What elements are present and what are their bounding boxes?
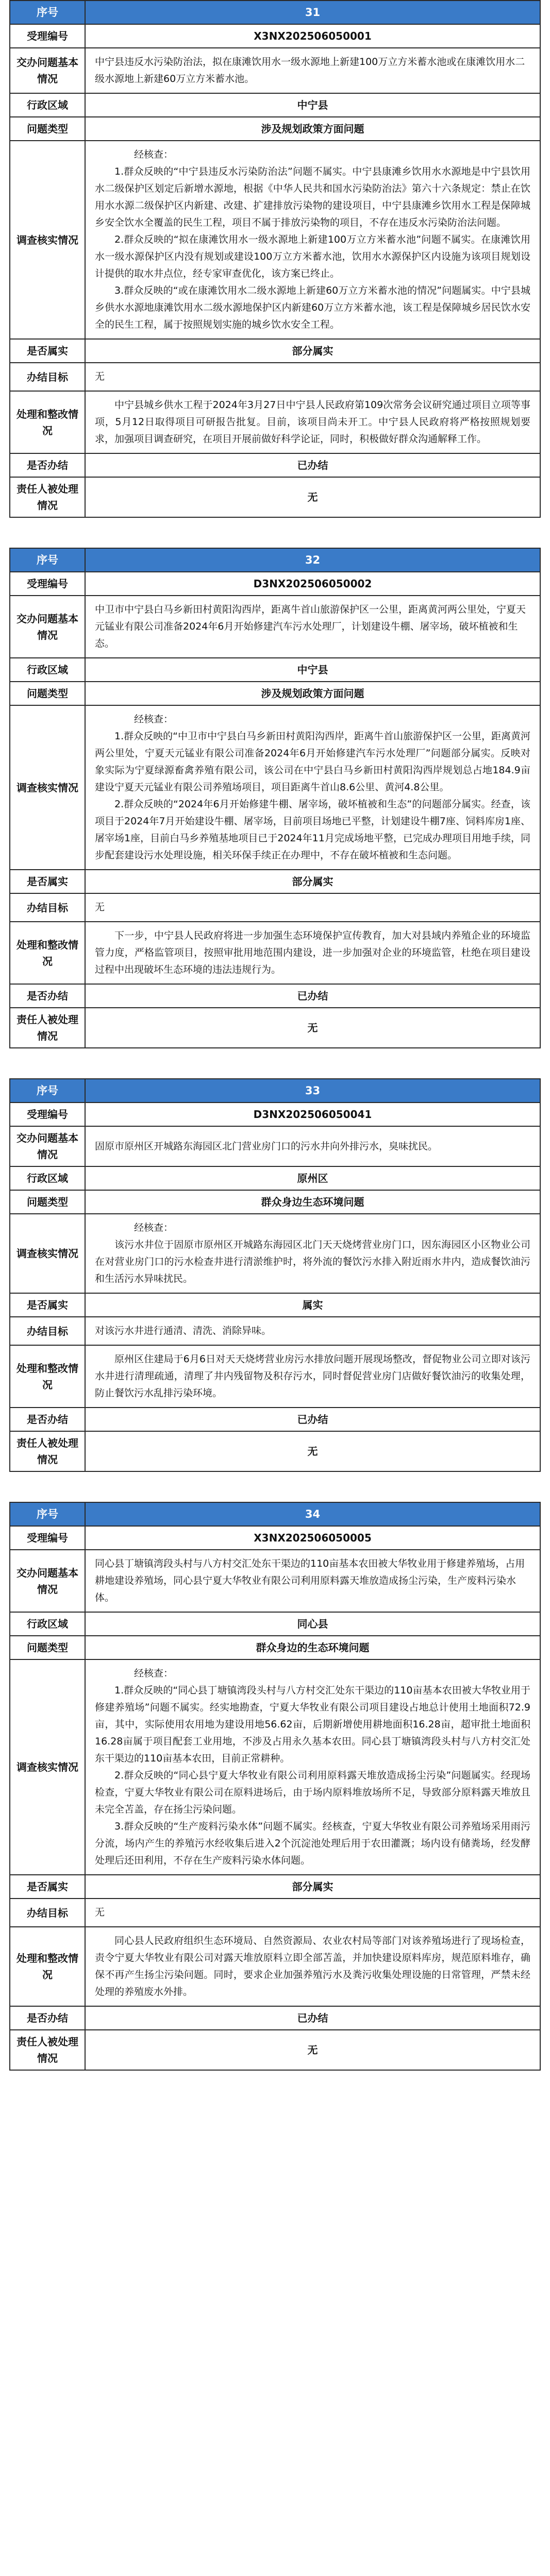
case-status: 已办结 — [85, 1408, 540, 1431]
row-label: 序号 — [10, 1, 85, 24]
investigation-paragraph: 2.群众反映的“同心县宁夏大华牧业有限公司利用原料露天堆放造成扬尘污染”问题属实。经现场检查，宁夏大华牧业有限公司在原料进场后，由于场内原料堆放场所不足，导致部分原料露天堆放且未完全苫盖，存在扬尘污染问题。 — [95, 1770, 530, 1815]
case-row — [10, 1927, 540, 2006]
case-seq: 31 — [85, 1, 540, 24]
case-row — [10, 1008, 540, 1048]
case-basic: 中卫市中宁县白马乡新田村黄阳沟西岸，距离牛首山旅游保护区一公里，距离黄河两公里处，宁夏天元锰业有限公司准备2024年6月开始修建汽车污水处理厂，计划建设牛棚、屠宰场，破坏植被和生态。 — [85, 596, 540, 658]
case-investigation — [85, 705, 540, 870]
case-row — [10, 1659, 540, 1875]
row-label: 调查核实情况 — [10, 705, 85, 870]
row-label: 受理编号 — [10, 24, 85, 48]
row-label: 行政区域 — [10, 1166, 85, 1190]
case-status: 已办结 — [85, 2006, 540, 2030]
case-basic: 中宁县违反水污染防治法，拟在康滩饮用水一级水源地上新建100万立方米蓄水池或在康滩饮用水二级水源地上新建60万立方米蓄水池。 — [85, 48, 540, 93]
row-label: 调查核实情况 — [10, 1659, 85, 1875]
case-target: 无 — [85, 893, 540, 922]
case-row — [10, 893, 540, 922]
row-label: 处理和整改情况 — [10, 391, 85, 453]
investigation-paragraph: 2.群众反映的“拟在康滩饮用水一级水源地上新建100万立方米蓄水池”问题不属实。在康滩饮用水一级水源保护区内没有规划或建设100万立方米蓄水池，饮用水水源保护区内设施为该项目规划设计提供的取水井点位，经专家审查优化，该方案已终止。 — [95, 234, 530, 279]
investigation-paragraph: 2.群众反映的“2024年6月开始修建牛棚、屠宰场，破坏植被和生态”的问题部分属实。经查，该项目于2024年7月开始建设牛棚、屠宰场，目前项目场地已平整，计划建设牛棚7座、饲料库房1座、屠宰场1座，目前白马乡养殖基地项目已于2024年11月完成场地平整，已完成办理项目用地手续，同步配套建设污水处理设施，相关环保手续正在办理中，不存在破坏植被和生态问题。 — [95, 799, 530, 861]
case-handling — [85, 922, 540, 984]
row-label: 问题类型 — [10, 1636, 85, 1659]
case-investigation — [85, 1214, 540, 1293]
case-row — [10, 1, 540, 24]
row-label: 序号 — [10, 1079, 85, 1103]
row-label: 责任人被处理情况 — [10, 477, 85, 517]
row-label: 是否办结 — [10, 984, 85, 1008]
row-label: 是否属实 — [10, 339, 85, 363]
row-label: 责任人被处理情况 — [10, 1008, 85, 1048]
case-row — [10, 1103, 540, 1126]
case-id: X3NX202506050005 — [85, 1526, 540, 1550]
row-label: 问题类型 — [10, 682, 85, 705]
investigation-paragraph: 1.群众反映的“同心县丁塘镇湾段头村与八方村交汇处东干渠边的110亩基本农田被大华牧业用于修建养殖场”问题不属实。经实地勘查，宁夏大华牧业有限公司项目建设占地总计使用土地面积72.9亩，其中，实际使用农用地为建设用地56.62亩，后期新增使用耕地面积16.28亩，超审批土地面积16.28亩属于项目配套工业用地，不涉及占用永久基本农田。同心县丁塘镇湾段头村与八方村交汇处东干渠边的110亩基本农田，目前正常耕种。 — [95, 1685, 530, 1764]
row-label: 受理编号 — [10, 1103, 85, 1126]
investigation-paragraph: 经核查： — [134, 1668, 174, 1679]
case-handling — [85, 1927, 540, 2006]
case-table — [9, 0, 541, 518]
case-row — [10, 2030, 540, 2070]
case-target: 无 — [85, 1899, 540, 1927]
case-table — [9, 548, 541, 1048]
case-row — [10, 1899, 540, 1927]
row-label: 序号 — [10, 1502, 85, 1526]
case-row — [10, 1408, 540, 1431]
case-row — [10, 658, 540, 682]
case-row — [10, 117, 540, 141]
case-row — [10, 1345, 540, 1408]
case-row — [10, 363, 540, 391]
case-region: 同心县 — [85, 1612, 540, 1636]
row-label: 受理编号 — [10, 572, 85, 596]
row-label: 是否办结 — [10, 453, 85, 477]
section-gap — [0, 1048, 550, 1078]
row-label: 处理和整改情况 — [10, 1927, 85, 2006]
case-id: X3NX202506050001 — [85, 24, 540, 48]
case-row — [10, 1214, 540, 1293]
case-row — [10, 1431, 540, 1471]
handling-paragraph: 中宁县城乡供水工程于2024年3月27日中宁县人民政府第109次常务会议研究通过项目立项等事项，5月12日取得项目可研报告批复。目前，该项目尚未开工。中宁县人民政府将严格按照规划要求，加强项目调查研究，在项目开展前做好科学论证，同时，积极做好群众沟通解释工作。 — [95, 399, 530, 445]
case-seq: 34 — [85, 1502, 540, 1526]
section-gap — [0, 518, 550, 548]
row-label: 调查核实情况 — [10, 141, 85, 339]
row-label: 处理和整改情况 — [10, 922, 85, 984]
investigation-paragraph: 经核查： — [134, 149, 174, 160]
case-row — [10, 1317, 540, 1345]
case-investigation — [85, 1659, 540, 1875]
investigation-paragraph: 1.群众反映的“中卫市中宁县白马乡新田村黄阳沟西岸，距离牛首山旅游保护区一公里，距离黄河两公里处，宁夏天元锰业有限公司准备2024年6月开始修建汽车污水处理厂”问题部分属实。反映对象实际为宁夏绿源畜禽养殖有限公司，该公司在中宁县白马乡新田村黄阳沟西岸规划总占地184.9亩建设宁夏天元锰业有限公司养殖场项目，项目距离牛首山8.6公里、黄河4.8公里。 — [95, 731, 530, 793]
row-label: 责任人被处理情况 — [10, 2030, 85, 2070]
section-gap — [0, 1472, 550, 1502]
row-label: 交办问题基本情况 — [10, 1550, 85, 1612]
case-valid: 部分属实 — [85, 1875, 540, 1899]
case-row — [10, 1612, 540, 1636]
investigation-paragraph: 3.群众反映的“生产废料污染水体”问题不属实。经核查，宁夏大华牧业有限公司养殖场采用雨污分流，场内产生的养殖污水经收集后进入2个沉淀池处理后用于农田灌溉；场内设有储粪场，经发酵处理后还田利用，不存在生产废料污染水体问题。 — [95, 1821, 530, 1866]
case-row — [10, 596, 540, 658]
row-label: 交办问题基本情况 — [10, 596, 85, 658]
row-label: 行政区域 — [10, 658, 85, 682]
case-status: 已办结 — [85, 453, 540, 477]
case-target: 对该污水井进行通清、清洗、消除异味。 — [85, 1317, 540, 1345]
case-type: 群众身边生态环境问题 — [85, 1190, 540, 1214]
row-label: 受理编号 — [10, 1526, 85, 1550]
row-label: 办结目标 — [10, 1317, 85, 1345]
investigation-paragraph: 经核查： — [134, 1222, 174, 1233]
case-status: 已办结 — [85, 984, 540, 1008]
case-row — [10, 141, 540, 339]
row-label: 处理和整改情况 — [10, 1345, 85, 1408]
case-row — [10, 1126, 540, 1166]
case-type: 涉及规划政策方面问题 — [85, 117, 540, 141]
case-row — [10, 1166, 540, 1190]
case-accountable: 无 — [85, 2030, 540, 2070]
case-row — [10, 1502, 540, 1526]
case-region: 原州区 — [85, 1166, 540, 1190]
case-accountable: 无 — [85, 477, 540, 517]
case-row — [10, 391, 540, 453]
case-row — [10, 984, 540, 1008]
case-row — [10, 453, 540, 477]
investigation-paragraph: 1.群众反映的“中宁县违反水污染防治法”问题不属实。中宁县康滩乡饮用水水源地是中宁县饮用水二级保护区划定后新增水源地，根据《中华人民共和国水污染防治法》第六十六条规定：禁止在饮用水水源二级保护区内新建、改建、扩建排放污染物的建设项目，中宁县康滩乡饮用水工程是保障城乡安全饮水全覆盖的民生工程，项目不属于排放污染物的项目，不存在违反水污染防治法问题。 — [95, 166, 530, 228]
case-valid: 部分属实 — [85, 339, 540, 363]
case-row — [10, 1293, 540, 1317]
row-label: 是否属实 — [10, 870, 85, 893]
row-label: 交办问题基本情况 — [10, 1126, 85, 1166]
case-row — [10, 682, 540, 705]
case-basic: 固原市原州区开城路东海园区北门营业房门口的污水井向外排污水，臭味扰民。 — [85, 1126, 540, 1166]
case-valid: 部分属实 — [85, 870, 540, 893]
case-type: 群众身边的生态环境问题 — [85, 1636, 540, 1659]
case-row — [10, 548, 540, 572]
case-type: 涉及规划政策方面问题 — [85, 682, 540, 705]
case-target: 无 — [85, 363, 540, 391]
investigation-paragraph: 该污水井位于固原市原州区开城路东海园区北门天天烧烤营业房门口，因东海园区小区物业公司在对营业房门口的污水检查井进行清淤维护时，将外流的餐饮污水排入附近雨水井内，造成餐饮油污和生活污水异味扰民。 — [95, 1239, 530, 1284]
case-id: D3NX202506050002 — [85, 572, 540, 596]
handling-paragraph: 下一步，中宁县人民政府将进一步加强生态环境保护宣传教育，加大对县域内养殖企业的环境监管力度，严格监管项目，按照审批用地范围内建设，进一步加强对企业的环境监管，杜绝在项目建设过程中出现破坏生态环境的违法违规行为。 — [95, 930, 530, 975]
case-row — [10, 2006, 540, 2030]
case-region: 中宁县 — [85, 93, 540, 117]
handling-paragraph: 原州区住建局于6月6日对天天烧烤营业房污水排放问题开展现场整改，督促物业公司立即对该污水井进行清理疏通，清理了井内残留物及积存污水，同时督促营业房门店做好餐饮油污的收集处理，防止餐饮污水乱排污染环境。 — [95, 1353, 530, 1399]
row-label: 是否办结 — [10, 1408, 85, 1431]
investigation-paragraph: 经核查： — [134, 714, 174, 725]
case-basic: 同心县丁塘镇湾段头村与八方村交汇处东干渠边的110亩基本农田被大华牧业用于修建养殖场，占用耕地建设养殖场，同心县宁夏大华牧业有限公司利用原料露天堆放造成扬尘污染，生产废料污染水体。 — [85, 1550, 540, 1612]
row-label: 是否属实 — [10, 1293, 85, 1317]
case-accountable: 无 — [85, 1008, 540, 1048]
case-table — [9, 1502, 541, 2071]
row-label: 是否属实 — [10, 1875, 85, 1899]
case-row — [10, 93, 540, 117]
investigation-paragraph: 3.群众反映的“或在康滩饮用水二级水源地上新建60万立方米蓄水池的情况”问题属实。中宁县城乡供水水源地康滩饮用水二级水源地保护区内新建60万立方米蓄水池，该工程是保障城乡居民饮水安全的民生工程，属于按照规划实施的城乡饮水安全工程。 — [95, 285, 530, 330]
case-row — [10, 1875, 540, 1899]
row-label: 办结目标 — [10, 1899, 85, 1927]
handling-paragraph: 同心县人民政府组织生态环境局、自然资源局、农业农村局等部门对该养殖场进行了现场检查，责令宁夏大华牧业有限公司对露天堆放原料立即全部苫盖，并加快建设原料库房，规范原料堆存，确保不再产生扬尘污染问题。同时，要求企业加强养殖污水及粪污收集处理设施的日常管理，严禁未经处理的养殖废水外排。 — [95, 1935, 530, 1997]
case-row — [10, 1550, 540, 1612]
case-row — [10, 1526, 540, 1550]
case-seq: 32 — [85, 548, 540, 572]
case-table — [9, 1078, 541, 1472]
case-row — [10, 1636, 540, 1659]
case-row — [10, 48, 540, 93]
case-investigation — [85, 141, 540, 339]
case-accountable: 无 — [85, 1431, 540, 1471]
row-label: 行政区域 — [10, 1612, 85, 1636]
case-row — [10, 870, 540, 893]
case-row — [10, 705, 540, 870]
case-row — [10, 922, 540, 984]
row-label: 行政区域 — [10, 93, 85, 117]
case-seq: 33 — [85, 1079, 540, 1103]
case-row — [10, 572, 540, 596]
row-label: 调查核实情况 — [10, 1214, 85, 1293]
row-label: 办结目标 — [10, 893, 85, 922]
row-label: 序号 — [10, 548, 85, 572]
case-row — [10, 1190, 540, 1214]
case-id: D3NX202506050041 — [85, 1103, 540, 1126]
case-row — [10, 477, 540, 517]
case-row — [10, 339, 540, 363]
case-row — [10, 24, 540, 48]
row-label: 问题类型 — [10, 117, 85, 141]
case-region: 中宁县 — [85, 658, 540, 682]
case-handling — [85, 1345, 540, 1408]
row-label: 办结目标 — [10, 363, 85, 391]
row-label: 责任人被处理情况 — [10, 1431, 85, 1471]
row-label: 问题类型 — [10, 1190, 85, 1214]
case-row — [10, 1079, 540, 1103]
case-handling — [85, 391, 540, 453]
case-valid: 属实 — [85, 1293, 540, 1317]
row-label: 交办问题基本情况 — [10, 48, 85, 93]
row-label: 是否办结 — [10, 2006, 85, 2030]
